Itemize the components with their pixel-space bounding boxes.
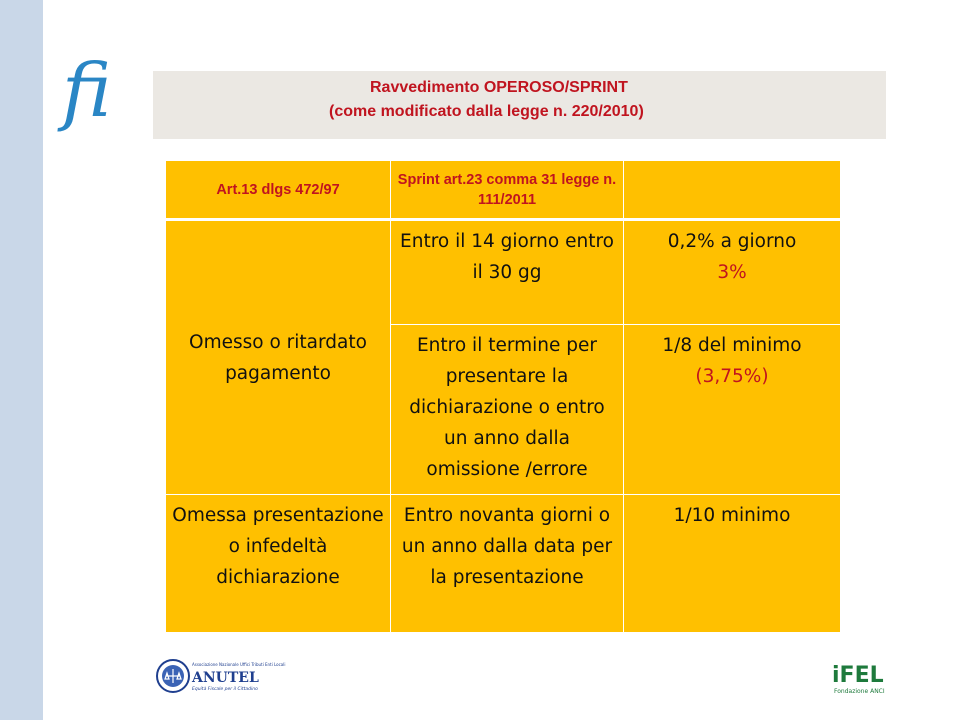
anutel-motto: Equità Fiscale per il Cittadino xyxy=(192,687,258,692)
rate-text xyxy=(624,325,840,397)
title-box xyxy=(153,71,886,139)
table-row xyxy=(166,220,841,325)
term-cell xyxy=(391,220,624,325)
case-omesso-cell xyxy=(166,220,391,495)
header-empty xyxy=(624,161,841,220)
rate-value: 1/8 del minimo xyxy=(662,335,802,356)
table-row xyxy=(166,495,841,633)
anutel-tagline: Associazione Nazionale Uffici Tributi Enti Locali xyxy=(192,662,286,667)
anutel-logo xyxy=(155,658,286,694)
ifel-text: iFEL xyxy=(832,663,884,688)
rate-cell xyxy=(624,495,841,633)
rate-cell xyxy=(624,220,841,325)
term-text: Entro il 14 giorno entro il 30 gg xyxy=(400,231,614,283)
table-header-row xyxy=(166,161,841,220)
rate-text: 1/10 minimo xyxy=(673,505,791,526)
rate-value: 0,2% a giorno xyxy=(667,231,797,252)
title-line-1: Ravvedimento OPEROSO/SPRINT xyxy=(370,79,628,96)
header-art13: Art.13 dlgs 472/97 xyxy=(166,161,391,220)
term-text: Entro novanta giorni o un anno dalla data per la presentazione xyxy=(401,505,613,588)
header-sprint: Sprint art.23 comma 31 legge n. 111/2011 xyxy=(391,161,624,220)
ifel-logo xyxy=(832,656,884,696)
title-line-2: (come modificato dalla legge n. 220/2010) xyxy=(329,103,644,120)
term-cell xyxy=(391,495,624,633)
rate-cell xyxy=(624,325,841,495)
fi-logo-text: fi xyxy=(62,48,112,134)
case-omessa-text: Omessa presentazione o infedeltà dichiarazione xyxy=(172,505,384,588)
term-cell xyxy=(391,325,624,495)
fi-logo xyxy=(60,44,130,134)
case-omesso-text: Omesso o ritardato pagamento xyxy=(189,331,367,384)
rate-text xyxy=(624,221,840,293)
ifel-sub: Fondazione ANCI xyxy=(834,688,885,695)
rate-sprint-value: (3,75%) xyxy=(695,366,769,387)
case-omessa-cell xyxy=(166,495,391,633)
left-decorative-strip xyxy=(0,0,43,720)
rate-sprint-value: 3% xyxy=(717,262,747,283)
anutel-text: ANUTEL xyxy=(192,670,259,686)
term-text: Entro il termine per presentare la dichiarazione o entro un anno dalla omissione /errore xyxy=(409,335,605,480)
ravvedimento-table xyxy=(165,160,841,633)
